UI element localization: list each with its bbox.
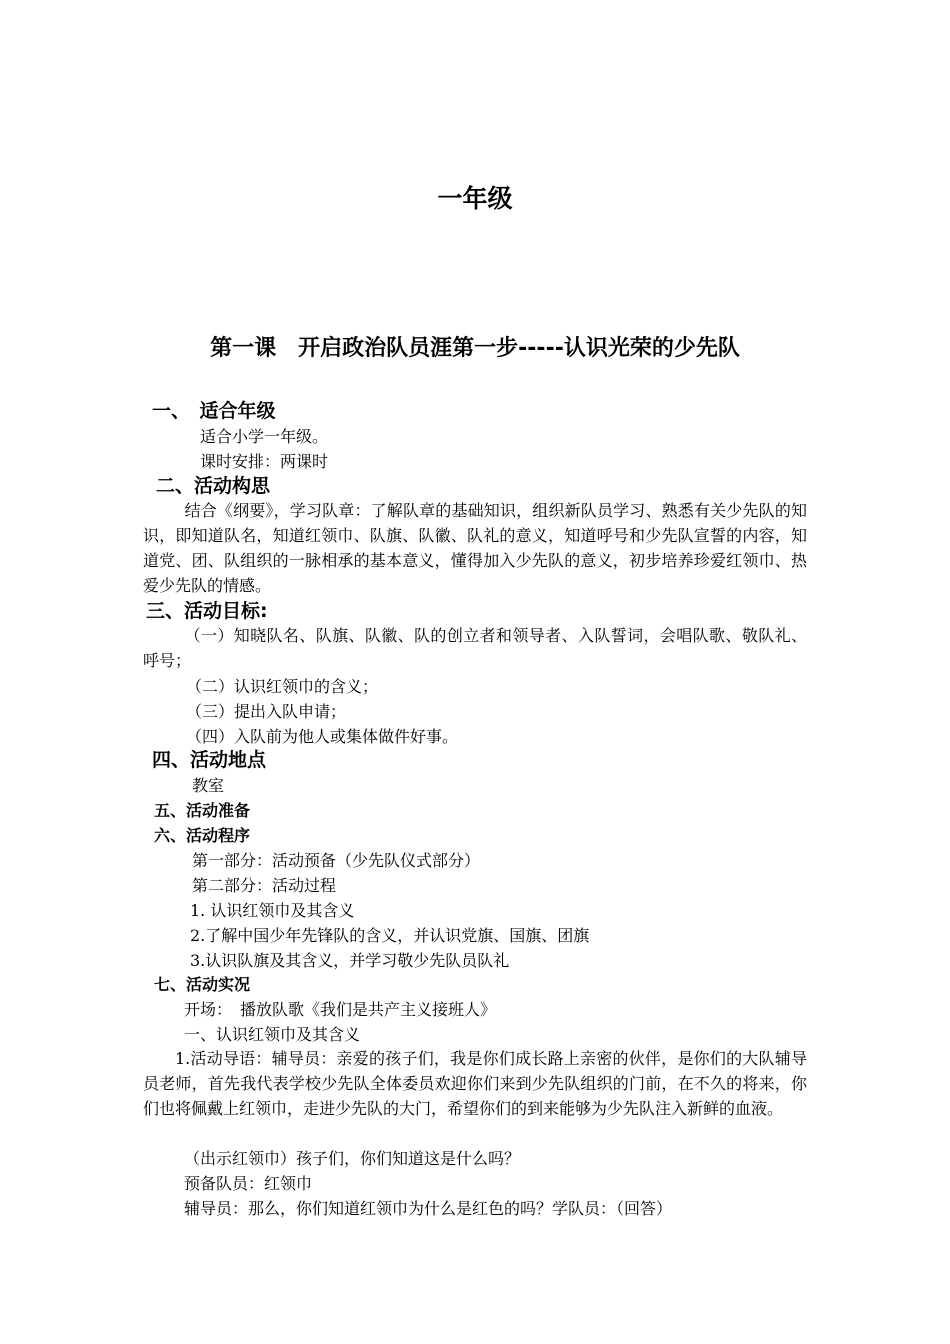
- section-3-item-3: （三）提出入队申请；: [186, 702, 347, 721]
- section-7-line-5: 辅导员：那么，你们知道红领巾为什么是红色的吗？学队员：（回答）: [184, 1199, 673, 1218]
- section-7-line-4: 预备队员：红领巾: [184, 1174, 313, 1193]
- section-1-heading: 一、 适合年级: [152, 400, 276, 422]
- section-7-line-1: 开场： 播放队歌《我们是共产主义接班人》: [184, 1000, 497, 1019]
- section-2-paragraph: 结合《纲要》，学习队章：了解队章的基础知识，组织新队员学习、熟悉有关少先队的知识，即知道队名，知道红领巾、队旗、队徽、队礼的意义，知道呼号和少先队宣誓的内容，知道党、团、队组织的一脉相承的基本意义，懂得加入少先队的意义，初步培养珍爱红领巾、热爱少先队的情感。: [143, 501, 807, 595]
- section-3-heading: 三、活动目标:: [146, 600, 268, 622]
- section-6-line-5: 3.认识队旗及其含义，并学习敬少先队员队礼: [190, 951, 510, 970]
- grade-title: 一年级: [437, 184, 513, 213]
- section-3-item-2: （二）认识红领巾的含义；: [186, 677, 379, 696]
- section-6-heading: 六、活动程序: [154, 826, 251, 845]
- section-6-line-1: 第一部分：活动预备（少先队仪式部分）: [192, 851, 481, 870]
- section-4-heading: 四、活动地点: [152, 749, 267, 771]
- section-7-paragraph-1: 1.活动导语：辅导员：亲爱的孩子们，我是你们成长路上亲密的伙伴，是你们的大队辅导员老师，首先我代表学校少先队全体委员欢迎你们来到少先队组织的门前，在不久的将来，你们也将佩戴上红领巾，走进少先队的大门，希望你们的到来能够为少先队注入新鲜的血液。: [143, 1049, 807, 1118]
- section-7-line-2: 一、认识红领巾及其含义: [184, 1025, 361, 1044]
- section-2-heading: 二、活动构思: [156, 475, 271, 497]
- section-1-line-1: 适合小学一年级。: [200, 427, 329, 446]
- section-1-line-2: 课时安排：两课时: [200, 452, 329, 471]
- section-7-heading: 七、活动实况: [154, 975, 251, 994]
- section-3-item-1: （一）知晓队名、队旗、队徽、队的创立者和领导者、入队誓词，会唱队歌、敬队礼、呼号；: [143, 626, 807, 670]
- section-6-line-2: 第二部分：活动过程: [192, 876, 337, 895]
- lesson-title: 第一课 开启政治队员涯第一步-----认识光荣的少先队: [210, 336, 740, 361]
- section-3-item-4: （四）入队前为他人或集体做件好事。: [186, 727, 459, 746]
- section-6-line-4: 2.了解中国少年先锋队的含义，并认识党旗、国旗、团旗: [190, 926, 590, 945]
- section-5-heading: 五、活动准备: [154, 801, 251, 820]
- section-7-line-3: （出示红领巾）孩子们，你们知道这是什么吗？: [184, 1149, 521, 1168]
- section-6-line-3: 1. 认识红领巾及其含义: [190, 901, 355, 920]
- section-4-line-1: 教室: [192, 776, 225, 795]
